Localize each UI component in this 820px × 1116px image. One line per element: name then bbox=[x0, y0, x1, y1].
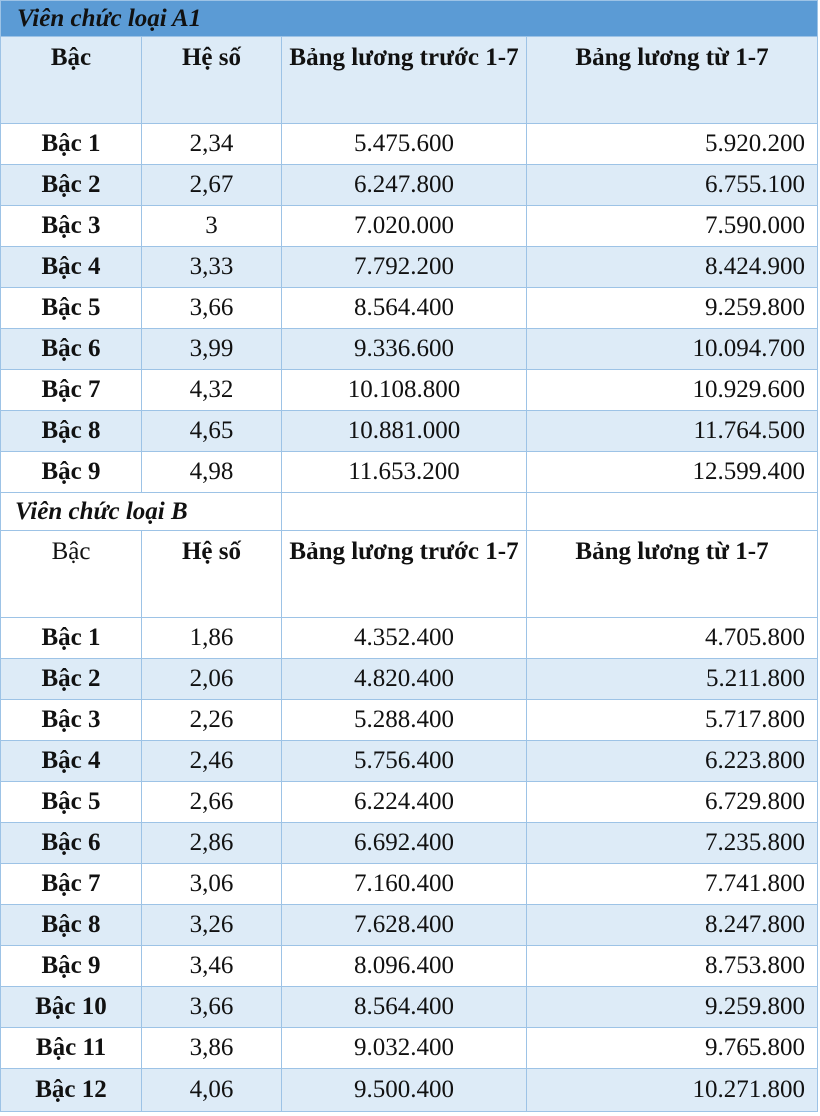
salary-from-cell: 8.247.800 bbox=[527, 905, 818, 946]
table-row bbox=[1, 946, 818, 987]
empty-cell bbox=[527, 493, 818, 531]
coefficient-cell: 4,06 bbox=[142, 1069, 282, 1112]
level-cell: Bậc 6 bbox=[1, 823, 142, 864]
table-row bbox=[1, 411, 818, 452]
table-row bbox=[1, 741, 818, 782]
coefficient-cell: 3,46 bbox=[142, 946, 282, 987]
level-cell: Bậc 4 bbox=[1, 247, 142, 288]
salary-before-cell: 7.628.400 bbox=[282, 905, 527, 946]
header-level: Bậc bbox=[1, 37, 142, 124]
section-title: Viên chức loại B bbox=[1, 493, 282, 531]
coefficient-cell: 2,86 bbox=[142, 823, 282, 864]
header-coefficient: Hệ số bbox=[142, 531, 282, 618]
salary-before-cell: 4.820.400 bbox=[282, 659, 527, 700]
table-row bbox=[1, 288, 818, 329]
level-cell: Bậc 9 bbox=[1, 452, 142, 493]
level-cell: Bậc 11 bbox=[1, 1028, 142, 1069]
coefficient-cell: 3,86 bbox=[142, 1028, 282, 1069]
level-cell: Bậc 8 bbox=[1, 905, 142, 946]
level-cell: Bậc 3 bbox=[1, 700, 142, 741]
coefficient-cell: 2,67 bbox=[142, 165, 282, 206]
salary-before-cell: 10.881.000 bbox=[282, 411, 527, 452]
coefficient-cell: 3,66 bbox=[142, 288, 282, 329]
salary-from-cell: 6.755.100 bbox=[527, 165, 818, 206]
coefficient-cell: 2,34 bbox=[142, 124, 282, 165]
level-cell: Bậc 1 bbox=[1, 618, 142, 659]
table-row bbox=[1, 1069, 818, 1112]
coefficient-cell: 3,66 bbox=[142, 987, 282, 1028]
salary-before-cell: 6.692.400 bbox=[282, 823, 527, 864]
header-level: Bậc bbox=[1, 531, 142, 618]
coefficient-cell: 4,98 bbox=[142, 452, 282, 493]
salary-before-cell: 5.756.400 bbox=[282, 741, 527, 782]
salary-before-cell: 10.108.800 bbox=[282, 370, 527, 411]
coefficient-cell: 2,66 bbox=[142, 782, 282, 823]
level-cell: Bậc 8 bbox=[1, 411, 142, 452]
table-row bbox=[1, 329, 818, 370]
salary-from-cell: 7.235.800 bbox=[527, 823, 818, 864]
salary-from-cell: 5.211.800 bbox=[527, 659, 818, 700]
level-cell: Bậc 6 bbox=[1, 329, 142, 370]
salary-before-cell: 11.653.200 bbox=[282, 452, 527, 493]
header-salary-before: Bảng lương trước 1-7 bbox=[282, 531, 527, 618]
salary-before-cell: 4.352.400 bbox=[282, 618, 527, 659]
salary-before-cell: 7.160.400 bbox=[282, 864, 527, 905]
empty-cell bbox=[282, 493, 527, 531]
coefficient-cell: 3,26 bbox=[142, 905, 282, 946]
salary-before-cell: 7.792.200 bbox=[282, 247, 527, 288]
salary-before-cell: 9.032.400 bbox=[282, 1028, 527, 1069]
salary-from-cell: 10.271.800 bbox=[527, 1069, 818, 1112]
coefficient-cell: 3 bbox=[142, 206, 282, 247]
salary-before-cell: 8.564.400 bbox=[282, 288, 527, 329]
header-salary-from: Bảng lương từ 1-7 bbox=[527, 37, 818, 124]
salary-before-cell: 8.096.400 bbox=[282, 946, 527, 987]
salary-from-cell: 6.223.800 bbox=[527, 741, 818, 782]
coefficient-cell: 3,99 bbox=[142, 329, 282, 370]
coefficient-cell: 4,65 bbox=[142, 411, 282, 452]
header-salary-from: Bảng lương từ 1-7 bbox=[527, 531, 818, 618]
table-row bbox=[1, 823, 818, 864]
coefficient-cell: 2,26 bbox=[142, 700, 282, 741]
salary-from-cell: 6.729.800 bbox=[527, 782, 818, 823]
level-cell: Bậc 7 bbox=[1, 864, 142, 905]
salary-before-cell: 7.020.000 bbox=[282, 206, 527, 247]
section-title: Viên chức loại A1 bbox=[1, 1, 818, 37]
level-cell: Bậc 5 bbox=[1, 782, 142, 823]
table-row bbox=[1, 987, 818, 1028]
coefficient-cell: 4,32 bbox=[142, 370, 282, 411]
table-row bbox=[1, 864, 818, 905]
table-row bbox=[1, 659, 818, 700]
coefficient-cell: 1,86 bbox=[142, 618, 282, 659]
coefficient-cell: 2,06 bbox=[142, 659, 282, 700]
level-cell: Bậc 10 bbox=[1, 987, 142, 1028]
coefficient-cell: 2,46 bbox=[142, 741, 282, 782]
salary-before-cell: 6.224.400 bbox=[282, 782, 527, 823]
salary-before-cell: 9.500.400 bbox=[282, 1069, 527, 1112]
header-row bbox=[1, 37, 818, 124]
salary-from-cell: 11.764.500 bbox=[527, 411, 818, 452]
table-row bbox=[1, 124, 818, 165]
salary-before-cell: 5.288.400 bbox=[282, 700, 527, 741]
section-title-row bbox=[1, 493, 818, 531]
salary-from-cell: 7.741.800 bbox=[527, 864, 818, 905]
table-row bbox=[1, 452, 818, 493]
level-cell: Bậc 5 bbox=[1, 288, 142, 329]
header-coefficient: Hệ số bbox=[142, 37, 282, 124]
table-row bbox=[1, 206, 818, 247]
salary-from-cell: 8.753.800 bbox=[527, 946, 818, 987]
coefficient-cell: 3,33 bbox=[142, 247, 282, 288]
table-row bbox=[1, 1028, 818, 1069]
table-row bbox=[1, 618, 818, 659]
salary-from-cell: 10.929.600 bbox=[527, 370, 818, 411]
table-row bbox=[1, 370, 818, 411]
salary-from-cell: 8.424.900 bbox=[527, 247, 818, 288]
salary-before-cell: 5.475.600 bbox=[282, 124, 527, 165]
level-cell: Bậc 1 bbox=[1, 124, 142, 165]
table-row bbox=[1, 700, 818, 741]
salary-from-cell: 9.259.800 bbox=[527, 288, 818, 329]
table-row bbox=[1, 247, 818, 288]
section-title-row bbox=[1, 1, 818, 37]
salary-before-cell: 6.247.800 bbox=[282, 165, 527, 206]
salary-from-cell: 12.599.400 bbox=[527, 452, 818, 493]
level-cell: Bậc 3 bbox=[1, 206, 142, 247]
salary-from-cell: 7.590.000 bbox=[527, 206, 818, 247]
level-cell: Bậc 7 bbox=[1, 370, 142, 411]
salary-from-cell: 10.094.700 bbox=[527, 329, 818, 370]
level-cell: Bậc 12 bbox=[1, 1069, 142, 1112]
level-cell: Bậc 4 bbox=[1, 741, 142, 782]
salary-from-cell: 9.765.800 bbox=[527, 1028, 818, 1069]
header-salary-before: Bảng lương trước 1-7 bbox=[282, 37, 527, 124]
salary-from-cell: 4.705.800 bbox=[527, 618, 818, 659]
table-row bbox=[1, 905, 818, 946]
salary-from-cell: 5.717.800 bbox=[527, 700, 818, 741]
salary-before-cell: 9.336.600 bbox=[282, 329, 527, 370]
coefficient-cell: 3,06 bbox=[142, 864, 282, 905]
table-row bbox=[1, 165, 818, 206]
salary-before-cell: 8.564.400 bbox=[282, 987, 527, 1028]
table-row bbox=[1, 782, 818, 823]
salary-from-cell: 9.259.800 bbox=[527, 987, 818, 1028]
level-cell: Bậc 2 bbox=[1, 165, 142, 206]
header-row bbox=[1, 531, 818, 618]
salary-from-cell: 5.920.200 bbox=[527, 124, 818, 165]
level-cell: Bậc 9 bbox=[1, 946, 142, 987]
level-cell: Bậc 2 bbox=[1, 659, 142, 700]
